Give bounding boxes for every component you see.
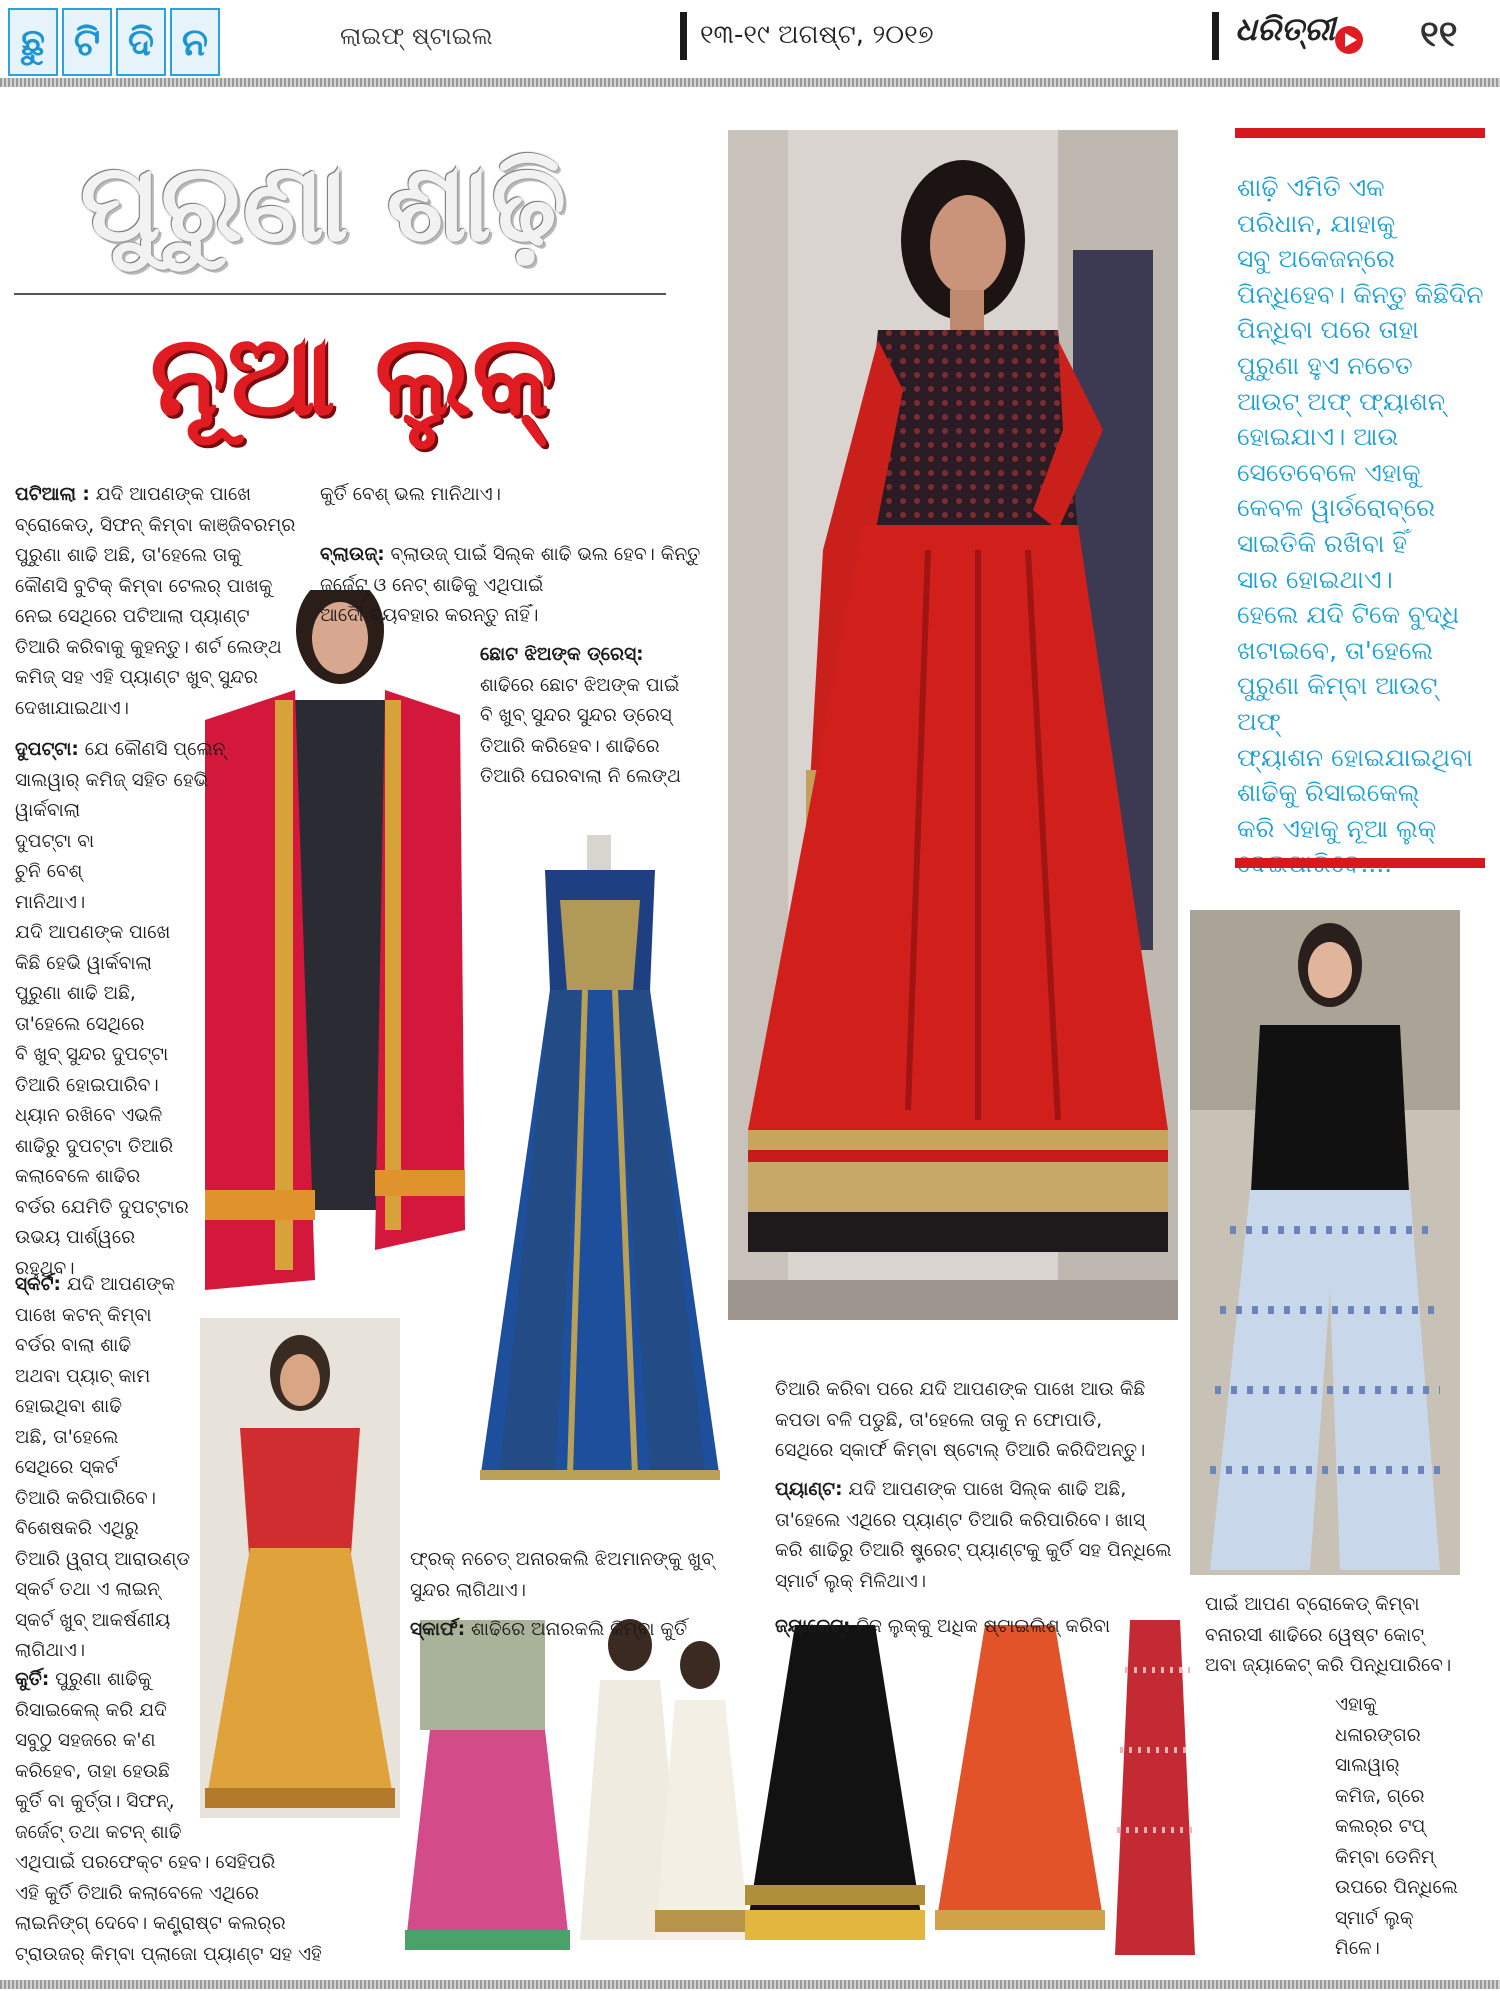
para-heading: ଛୋଟ ଝିଅଙ୍କ ଡ୍ରେସ୍: xyxy=(480,644,644,665)
text-line: ସୁନ୍ଦର ଲାଗିଥାଏ। xyxy=(410,1579,526,1601)
text-line: ଟ୍ରାଉଜର୍ କିମ୍ବା ପ୍ଲାଜୋ ପ୍ୟାଣ୍ଟ ସହ ଏହି xyxy=(15,1943,322,1965)
text-line: ଅବା ଜ୍ୟାକେଟ୍ କରି ପିନ୍ଧିପାରିବେ। xyxy=(1205,1655,1452,1676)
headline-line1: ପୁରୁଣା ଶାଢ଼ି xyxy=(80,140,567,266)
text-line: ଶାଢିରେ ଛୋଟ ଝିଅଙ୍କ ପାଇଁ xyxy=(480,674,680,696)
callout-line: ଆଉଟ୍ ଅଫ୍ ଫ୍ୟାଶନ୍ xyxy=(1237,386,1446,416)
footer-rule xyxy=(0,1980,1500,1989)
text-line: ଧଳାରଙ୍ଗର xyxy=(1335,1724,1421,1746)
text-line: ପୁରୁଣା ଶାଢି ଅଛି, xyxy=(15,983,136,1004)
header-divider xyxy=(680,12,687,60)
text-line: ଦେଖାଯାଇଥାଏ। xyxy=(15,697,129,719)
callout-line: ପିନ୍ଧିହେବ। କିନ୍ତୁ କିଛିଦିନ xyxy=(1237,279,1484,309)
text-line: ଦୁପଟ୍ଟା ବା xyxy=(15,830,95,852)
text-line: କପଡା ବଳି ପଡୁଛି, ତା'ହେଲେ ତାକୁ ନ ଫୋପାଡି, xyxy=(775,1409,1103,1431)
text-line: ବ୍ରୋକେଡ୍, ସିଫନ୍ କିମ୍ବା କାଞ୍ଜିବରମ୍‌ର xyxy=(15,514,296,536)
text-line: ଚୁନି ବେଶ୍ xyxy=(15,861,83,882)
para-girls-dress xyxy=(480,640,720,793)
logo-char: ଛୁ xyxy=(8,8,58,76)
para-styling xyxy=(1335,1690,1485,1965)
text-line: କିଛି ହେଭି ୱାର୍କବାଲା xyxy=(15,952,152,974)
callout-line: ସେତେବେଳେ ଏହାକୁ xyxy=(1237,457,1421,487)
text-line: ତିଆରି କରିବାକୁ କୁହନ୍ତୁ। ଶର୍ଟ ଲେଙ୍ଥ xyxy=(15,636,282,658)
text-line: ରହୁଥିବ। xyxy=(15,1257,75,1279)
para-heading: ଜ୍ୟାକେଟ୍: xyxy=(775,1616,851,1637)
text-line: ମାନିଥାଏ। xyxy=(15,891,86,913)
text-line: ଲାଇନିଙ୍ଗ୍ ଦେବେ। କଣ୍ଟ୍ରାଷ୍ଟ କଲର୍‌ର xyxy=(15,1913,286,1934)
callout-line: ସବୁ ଅକେଜନ୍‌ରେ xyxy=(1237,244,1395,274)
text-line: ତିଆରି କରିପାରିବେ। xyxy=(15,1487,156,1509)
para-kurti-cont xyxy=(320,480,720,511)
para-scarf-cont xyxy=(775,1375,1195,1467)
callout-line: କରି ଏହାକୁ ନୂଆ ଲୁକ୍ xyxy=(1237,813,1437,843)
text-line: କମିଜ, ଗ୍ରେ xyxy=(1335,1785,1425,1807)
para-heading: ବ୍ଲାଉଜ୍: xyxy=(320,544,385,565)
photo-red-anarkali xyxy=(728,130,1178,1320)
para-jacket-cont xyxy=(1205,1590,1495,1682)
text-line: ସେଥିରେ ସ୍କାର୍ଫ କିମ୍ବା ଷ୍ଟୋଲ୍ ତିଆରି କରିଦିଅନ୍ତୁ। xyxy=(775,1440,1146,1461)
text-line: ତିଆରି ହୋଇପାରିବ। xyxy=(15,1074,159,1096)
callout-bar-top xyxy=(1235,128,1485,138)
text-line: ଜର୍ଜେଟ୍ ତଥା କଟନ୍ ଶାଢି xyxy=(15,1821,182,1843)
callout-line: ଶାଢ଼ି ଏମିତି ଏକ xyxy=(1237,173,1385,202)
text-line: ବ୍ଲାଉଜ୍ ପାଇଁ ସିଲ୍କ ଶାଢି ଭଲ ହେବ। କିନ୍ତୁ xyxy=(390,544,701,565)
callout-line: ଖଟାଇବେ, ତା'ହେଲେ xyxy=(1237,635,1434,665)
text-line: ସବୁଠୁ ସହଜରେ କ'ଣ xyxy=(15,1730,156,1751)
logo-char: ନ xyxy=(170,8,220,76)
text-line: ଶାଢିରେ ଅନାରକଲି କିମ୍ବା କୁର୍ତି xyxy=(471,1619,688,1640)
text-line: ବର୍ଡର ବାଲା ଶାଢି xyxy=(15,1335,132,1356)
text-line: ଏହି କୁର୍ତି ତିଆରି କଲାବେଳେ ଏଥିରେ xyxy=(15,1882,260,1904)
section-logo xyxy=(8,8,220,76)
text-line: କୁର୍ତି ବେଶ୍ ଭଲ ମାନିଥାଏ। xyxy=(320,484,501,505)
photo-printed-pants xyxy=(1190,910,1460,1575)
text-line: କରି ଶାଢିରୁ ତିଆରି ଷ୍ଟ୍ରେଟ୍ ପ୍ୟାଣ୍ଟକୁ କୁର୍ତି ସହ ପିନ୍ଧିଲେ xyxy=(775,1540,1172,1561)
para-heading: ଦୁପଟ୍ଟା: xyxy=(15,739,79,760)
callout-line: ପରିଧାନ, ଯାହାକୁ xyxy=(1237,208,1396,238)
text-line: ନେଇ ସେଥିରେ ପଟିଆଲା ପ୍ୟାଣ୍ଟ xyxy=(15,606,250,627)
para-blouse xyxy=(320,540,720,632)
photo-blue-gown xyxy=(475,830,725,1530)
para-dupatta xyxy=(15,735,265,1284)
text-line: ଯଦି ଆପଣଙ୍କ xyxy=(66,1274,176,1295)
text-line: ହୋଇଥିବା ଶାଢି xyxy=(15,1396,123,1417)
para-heading: ପଟିଆଲା : xyxy=(15,484,90,505)
text-line: ସାଲୱାର୍ xyxy=(1335,1755,1400,1776)
photo-skirts-strip xyxy=(405,1610,1195,1975)
text-line: ଉଭୟ ପାର୍ଶ୍ୱରେ xyxy=(15,1227,136,1248)
callout-line: କେବଳ ୱାର୍ଡରୋବ୍‌ରେ xyxy=(1237,493,1436,523)
text-line: କମିଜ୍ ସହ ଏହି ପ୍ୟାଣ୍ଟ ଖୁବ୍ ସୁନ୍ଦର xyxy=(15,667,258,688)
text-line: ଯଦି ଆପଣଙ୍କ ପାଖେ xyxy=(95,484,252,505)
text-line: ତିଆରି କରିହେବ। ଶାଢିରେ xyxy=(480,735,660,757)
text-line: ବିଶେଷକରି ଏଥିରୁ xyxy=(15,1518,139,1539)
callout-line: ହୋଇଯାଏ। ଆଉ xyxy=(1237,422,1399,452)
para-pants xyxy=(775,1475,1195,1597)
text-line: ତିଆରି କରିବା ପରେ ଯଦି ଆପଣଙ୍କ ପାଖେ ଆଉ କିଛି xyxy=(775,1379,1146,1400)
callout-line: ହେଲେ ଯଦି ଟିକେ ବୁଦ୍ଧି xyxy=(1237,600,1460,630)
text-line: ବି ଖୁବ୍ ସୁନ୍ଦର ସୁନ୍ଦର ଡ୍ରେସ୍ xyxy=(480,705,672,726)
para-jacket xyxy=(775,1612,1195,1643)
headline-rule xyxy=(14,293,666,295)
logo-char: ଦି xyxy=(116,8,166,76)
text-line: ବି ଖୁବ୍ ସୁନ୍ଦର ଦୁପଟ୍ଟା xyxy=(15,1044,169,1065)
para-frock xyxy=(410,1545,730,1606)
para-skirt xyxy=(15,1270,205,1667)
text-line: ତିଆରି ଘେରବାଲା ନି ଲେଙ୍ଥ xyxy=(480,766,681,787)
para-heading: କୁର୍ତି: xyxy=(15,1669,50,1690)
text-line: ଲାଗିଥାଏ। xyxy=(15,1640,86,1661)
para-heading: ସ୍କାର୍ଫ: xyxy=(410,1619,466,1640)
text-line: ମିଳେ। xyxy=(1335,1938,1380,1959)
text-line: କୌଣସି ବୁଟିକ୍ କିମ୍ବା ଟେଲର୍ ପାଖକୁ xyxy=(15,575,273,597)
text-line: ଅଛି, ତା'ହେଲେ xyxy=(15,1426,119,1448)
para-heading: ପ୍ୟାଣ୍ଟ: xyxy=(775,1479,843,1500)
text-line: ଜର୍ଜେଟ୍ ଓ ନେଟ୍ ଶାଢିକୁ ଏଥିପାଇଁ xyxy=(320,574,544,596)
callout-line: ସାଇତିକି ରଖିବା ହିଁ xyxy=(1237,528,1407,558)
text-line: ଉପରେ ପିନ୍ଧିଲେ xyxy=(1335,1877,1458,1898)
text-line: ଅଥବା ପ୍ୟାଚ୍ କାମ xyxy=(15,1365,151,1387)
text-line: ରିସାଇକେଲ୍ କରି ଯଦି xyxy=(15,1699,167,1721)
logo-char: ଟି xyxy=(62,8,112,76)
text-line: ସାଲୱାର୍ କମିଜ୍ ସହିତ ହେଭି xyxy=(15,769,209,791)
issue-date: ୧୩-୧୯ ଅଗଷ୍ଟ, ୨୦୧୭ xyxy=(700,20,934,50)
text-line: ବନାରସୀ ଶାଢିରେ ୱେଷ୍ଟ କୋଟ୍ xyxy=(1205,1624,1425,1646)
text-line: କଲାବେଳେ ଶାଢିର xyxy=(15,1166,141,1187)
para-scarf xyxy=(410,1615,730,1646)
text-line: ସ୍ମାର୍ଟ ଲୁକ୍ ମିଳିଥାଏ। xyxy=(775,1570,927,1592)
callout-line: ପୁରୁଣା ହୁଏ ନଚେତ xyxy=(1237,350,1413,380)
text-line: ୱାର୍କବାଲା xyxy=(15,800,81,821)
callout-line: ଶାଢିକୁ ରିସାଇକେଲ୍ xyxy=(1237,778,1420,808)
section-label: ଲାଇଫ୍ ଷ୍ଟାଇଲ xyxy=(340,22,493,50)
text-line: ସ୍କର୍ଟ ତଥା ଏ ଲାଇନ୍ xyxy=(15,1579,161,1600)
text-line: ସ୍ମାର୍ଟ ଲୁକ୍ xyxy=(1335,1907,1414,1929)
text-line: ତିଆରି ୱ୍ରାପ୍ ଆରାଉଣ୍ଡ xyxy=(15,1548,191,1570)
text-line: କଲର୍‌ର ଟପ୍ xyxy=(1335,1816,1426,1837)
text-line: ଆଦୌ ବ୍ୟବହାର କରନ୍ତୁ ନାହିଁ। xyxy=(320,605,539,626)
callout-bar-bottom xyxy=(1235,858,1485,868)
text-line: କିମ୍ବା ଡେନିମ୍ xyxy=(1335,1846,1435,1868)
callout-line: ପିନ୍ଧିବା ପରେ ତାହା xyxy=(1237,315,1419,345)
header-divider xyxy=(1212,12,1219,60)
para-heading: ସ୍କର୍ଟ: xyxy=(15,1274,61,1295)
text-line: ତା'ହେଲେ ସେଥିରେ xyxy=(15,1013,145,1035)
text-line: ଫ୍ରକ୍ ନଚେତ୍ ଅନାରକଲି ଝିଅମାନଙ୍କୁ ଖୁବ୍ xyxy=(410,1549,715,1570)
text-line: ତା'ହେଲେ ଏଥିରେ ପ୍ୟାଣ୍ଟ ତିଆରି କରିପାରିବେ। ଖାସ୍ xyxy=(775,1509,1146,1531)
text-line: ପାଇଁ ଆପଣ ବ୍ରୋକେଡ୍ କିମ୍ବା xyxy=(1205,1594,1420,1615)
para-kurti xyxy=(15,1665,405,1970)
intro-callout xyxy=(1237,170,1487,882)
text-line: ବର୍ଡର ଯେମିତି ଦୁପଟ୍ଟାର xyxy=(15,1196,189,1218)
text-line: ଧ୍ୟାନ ରଖିବେ ଏଭଳି xyxy=(15,1105,163,1126)
text-line: କୁର୍ତି ବା କୁର୍ତ୍ତା। ସିଫନ୍, xyxy=(15,1791,175,1812)
callout-line: ପୁରୁଣା କିମ୍ବା ଆଉଟ୍ ଅଫ୍ xyxy=(1237,671,1438,736)
text-line: ଏଥିପାଇଁ ପରଫେକ୍ଟ ହେବ। ସେହିପରି xyxy=(15,1852,276,1873)
text-line: ଏହାକୁ xyxy=(1335,1694,1377,1715)
headline-line2: ନୂଆ ଲୁକ୍ xyxy=(150,310,555,441)
page-number: ୧୧ xyxy=(1420,14,1458,55)
newspaper-name: ଧରିତ୍ରୀ xyxy=(1235,10,1335,48)
callout-line: ସାର ହୋଇଥାଏ। xyxy=(1237,564,1393,594)
play-icon xyxy=(1335,26,1363,54)
text-line: ଯଦି ଆପଣଙ୍କ ପାଖେ xyxy=(15,922,171,943)
header-rule xyxy=(0,78,1500,87)
text-line: ଯେ କୌଣସି ପ୍ଲେନ୍ xyxy=(84,739,226,760)
text-line: ସ୍କର୍ଟ ଖୁବ୍ ଆକର୍ଷଣୀୟ xyxy=(15,1609,171,1631)
text-line: ପାଖେ କଟନ୍ କିମ୍ବା xyxy=(15,1304,152,1326)
text-line: ଯଦି ଆପଣଙ୍କ ପାଖେ ସିଲ୍କ ଶାଢି ଅଛି, xyxy=(848,1479,1127,1500)
text-line: ନିଜ ଲୁକ୍‌କୁ ଅଧିକ ଷ୍ଟାଇଲିଶ୍ କରିବା xyxy=(856,1616,1111,1637)
callout-line: ଫ୍ୟାଶନ ହୋଇଯାଇଥିବା xyxy=(1237,742,1473,772)
text-line: ପୁରୁଣା ଶାଢିକୁ xyxy=(55,1669,152,1690)
text-line: ପୁରୁଣା ଶାଢି ଅଛି, ତା'ହେଲେ ତାକୁ xyxy=(15,545,242,566)
text-line: ଶାଢିରୁ ଦୁପଟ୍ଟା ତିଆରି xyxy=(15,1135,174,1157)
text-line: ସେଥିରେ ସ୍କର୍ଟ xyxy=(15,1457,118,1478)
text-line: କରିହେବ, ତାହା ହେଉଛି xyxy=(15,1760,170,1782)
